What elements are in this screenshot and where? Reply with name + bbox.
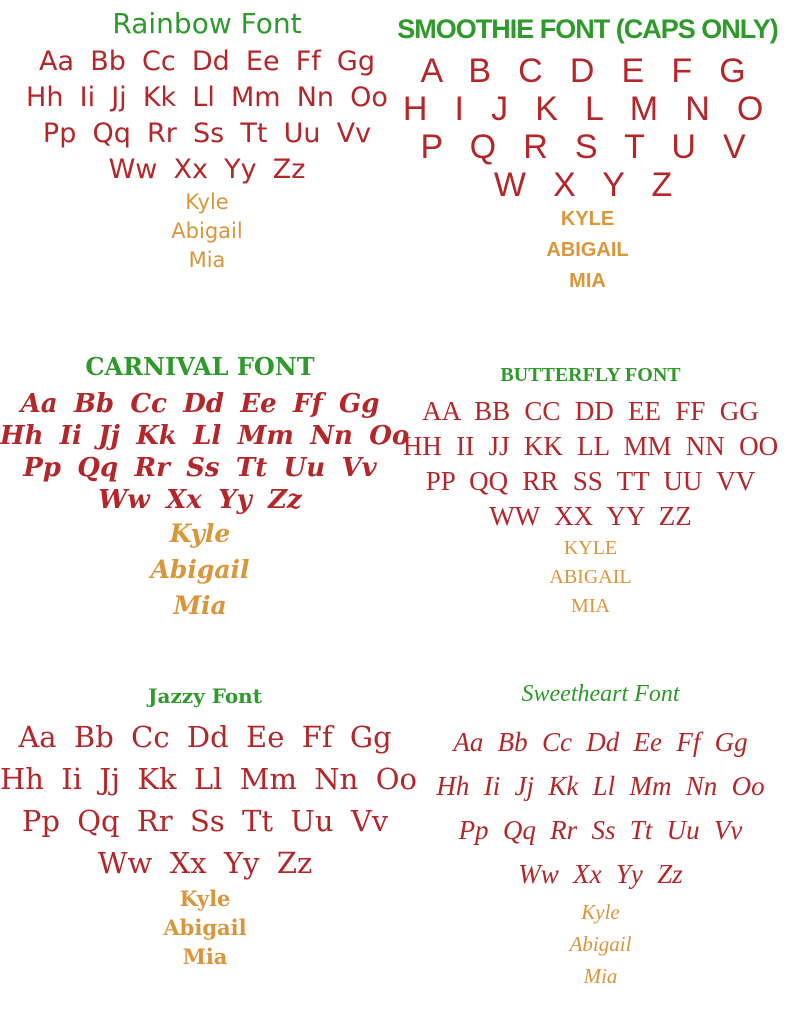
alphabet-row: Pp Qq Rr Ss Tt Uu Vv	[42, 118, 372, 149]
sample-name: Kyle	[581, 900, 620, 924]
carnival-font-panel	[0, 346, 410, 624]
alphabet-row: Aa Bb Cc Dd Ee Ff Gg	[20, 389, 380, 419]
font-title: BUTTERFLY FONT	[500, 364, 681, 386]
alphabet-row: Ww Xx Yy Zz	[97, 846, 313, 880]
alphabet-row: P Q R S T U V	[420, 128, 755, 166]
sample-name: Abigail	[150, 555, 250, 584]
sample-name: ABIGAIL	[546, 239, 629, 261]
sample-name: KYLE	[563, 537, 618, 559]
sample-name: Kyle	[169, 519, 231, 548]
alphabet-row: Pp Qq Rr Ss Tt Uu Vv	[458, 815, 743, 845]
font-title: Rainbow Font	[112, 7, 302, 40]
alphabet-row: HH II JJ KK LL MM NN OO	[402, 431, 779, 461]
sample-name: MIA	[571, 595, 610, 617]
alphabet-row: Hh Ii Jj Kk Ll Mm Nn Oo	[0, 421, 410, 451]
alphabet-row: Hh Ii Jj Kk Ll Mm Nn Oo	[26, 82, 388, 113]
alphabet-row: Aa Bb Cc Dd Ee Ff Gg	[453, 727, 748, 757]
font-title: Sweetheart Font	[521, 681, 680, 707]
alphabet-row: WW XX YY ZZ	[489, 501, 692, 531]
sample-name: KYLE	[560, 208, 615, 230]
butterfly-font-panel	[390, 356, 791, 621]
smoothie-font-panel	[384, 6, 791, 297]
font-title: SMOOTHIE FONT (CAPS ONLY)	[397, 14, 778, 44]
rainbow-font-panel	[0, 4, 414, 275]
jazzy-font-panel	[0, 676, 417, 971]
sweetheart-font-panel	[410, 668, 791, 992]
alphabet-row: Ww Xx Yy Zz	[98, 485, 302, 515]
sample-name: Mia	[173, 591, 227, 620]
alphabet-row: Aa Bb Cc Dd Ee Ff Gg	[18, 720, 392, 754]
font-title: CARNIVAL FONT	[85, 352, 315, 381]
alphabet-row: Ww Xx Yy Zz	[518, 859, 683, 889]
alphabet-row: Pp Qq Rr Ss Tt Uu Vv	[23, 453, 377, 483]
sample-name: Kyle	[179, 886, 231, 911]
alphabet-row: Hh Ii Jj Kk Ll Mm Nn Oo	[0, 762, 417, 796]
alphabet-row: Aa Bb Cc Dd Ee Ff Gg	[39, 46, 375, 77]
sample-name: Mia	[188, 248, 226, 272]
sample-name: Abigail	[171, 219, 243, 243]
font-title: Jazzy Font	[148, 684, 262, 708]
alphabet-row: H I J K L M N O	[402, 90, 773, 128]
alphabet-row: W X Y Z	[493, 166, 682, 204]
sample-name: ABIGAIL	[549, 566, 632, 588]
alphabet-row: A B C D E F G	[420, 52, 755, 90]
alphabet-row: Pp Qq Rr Ss Tt Uu Vv	[21, 804, 389, 838]
sample-name: Mia	[182, 944, 228, 969]
sample-name: MIA	[569, 270, 606, 292]
sample-name: Kyle	[185, 190, 229, 214]
sample-name: Abigail	[569, 932, 632, 956]
alphabet-row: Ww Xx Yy Zz	[108, 154, 306, 185]
sample-name: Mia	[583, 964, 618, 988]
alphabet-row: AA BB CC DD EE FF GG	[422, 396, 759, 426]
alphabet-row: PP QQ RR SS TT UU VV	[425, 466, 756, 496]
sample-name: Abigail	[163, 915, 247, 940]
alphabet-row: Hh Ii Jj Kk Ll Mm Nn Oo	[436, 771, 765, 801]
